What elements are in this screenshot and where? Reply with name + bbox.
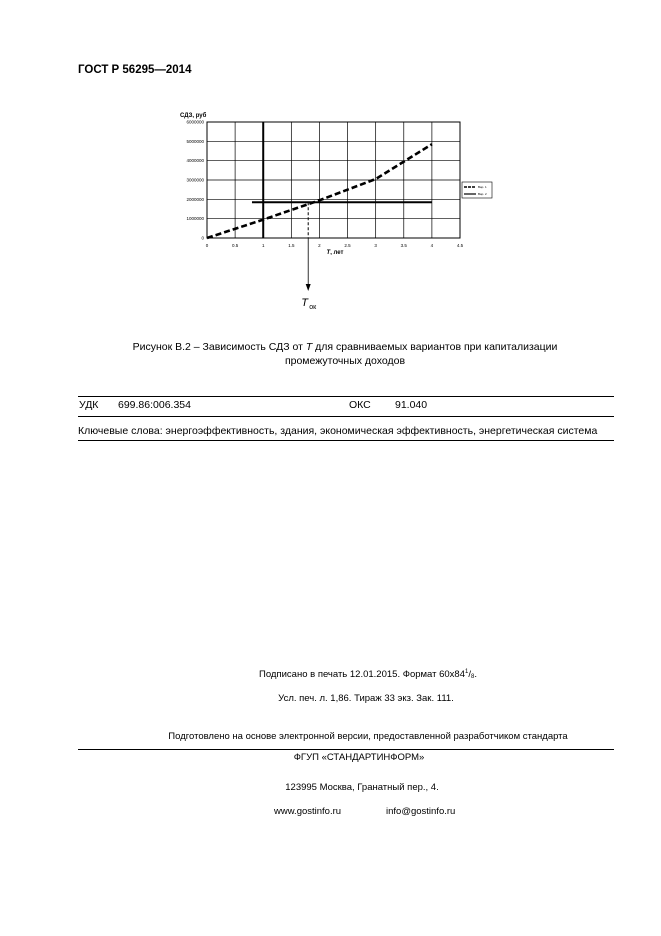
oks-value: 91.040 (395, 399, 428, 411)
x-tick-label: 4 (430, 243, 434, 248)
oks-label: ОКС (349, 399, 371, 411)
chart-ticks (186, 120, 463, 249)
y-tick-label: 2000000 (186, 196, 204, 202)
tok-annotation (301, 238, 317, 311)
imprint-address: 123995 Москва, Гранатный пер., 4. (285, 782, 439, 793)
y-tick-label: 0 (201, 235, 204, 241)
caption-line2: промежуточных доходов (284, 355, 406, 367)
rule-top (78, 396, 614, 397)
legend-label: Вар. 1 (478, 185, 487, 190)
rule-bottom (78, 440, 614, 441)
y-tick-label: 6000000 (186, 119, 204, 125)
legend-box (462, 182, 492, 198)
x-tick-label: 3 (374, 243, 377, 248)
x-tick-label: 3.5 (400, 243, 407, 248)
x-tick-label: 0 (205, 243, 209, 248)
udk-label: УДК (79, 399, 99, 411)
keywords: Ключевые слова: энергоэффективность, здания, экономическая эффективность, энергетическая система (78, 425, 598, 437)
tok-label-sub: ок (309, 304, 317, 311)
udk-value: 699.86:006.354 (118, 399, 191, 411)
tok-label: Т (301, 297, 308, 309)
imprint-website[interactable]: www.gostinfo.ru (274, 806, 342, 817)
imprint-signed: Подписано в печать 12.01.2015. Формат $60х84^1/_8$. (259, 669, 477, 680)
y-tick-label: 4000000 (186, 158, 204, 164)
x-tick-label: 1.5 (288, 243, 295, 248)
figure-caption (80, 340, 610, 368)
format-numerator: 1 (465, 669, 469, 675)
rule-imprint (78, 749, 614, 750)
chart-grid (207, 122, 460, 238)
x-tick-label: 0.5 (231, 243, 239, 248)
format-denominator: 8 (470, 674, 475, 680)
chart-svd-vs-t (170, 100, 487, 320)
chart-x-label-var: Т (326, 250, 331, 256)
x-tick-label: 1 (261, 243, 265, 248)
caption-suffix: для сравниваемых вариантов при капитализации (312, 341, 558, 353)
chart-y-label: СДЗ, руб (180, 113, 207, 119)
tok-arrow-head (306, 284, 311, 291)
imprint-sheets: Усл. печ. л. 1,86. Тираж 33 экз. Зак. 111. (278, 693, 454, 704)
imprint-email[interactable]: info@gostinfo.ru (386, 806, 456, 817)
y-tick-label: 5000000 (186, 138, 204, 144)
imprint-signed-text: Подписано в печать 12.01.2015. Формат 60х84 (259, 669, 465, 680)
legend-label: Вар. 2 (478, 192, 487, 197)
chart-legend (462, 182, 492, 198)
imprint-prepared: Подготовлено на основе электронной версии, предоставленной разработчиком стандарта (168, 731, 568, 742)
imprint-publisher: ФГУП «СТАНДАРТИНФОРМ» (293, 752, 425, 763)
y-tick-label: 1000000 (186, 216, 204, 222)
caption-prefix: Рисунок В.2 – Зависимость СДЗ от (132, 341, 306, 353)
x-tick-label: 4.5 (456, 243, 464, 248)
x-tick-label: 2.5 (344, 243, 351, 248)
rule-middle (78, 416, 614, 417)
x-tick-label: 2 (318, 243, 321, 248)
caption-var: Т (305, 341, 313, 353)
chart-x-label (327, 250, 344, 256)
document-header: ГОСТ Р 56295—2014 (78, 64, 192, 76)
y-tick-label: 3000000 (186, 177, 204, 183)
chart-x-label-unit: , лет (330, 250, 344, 256)
